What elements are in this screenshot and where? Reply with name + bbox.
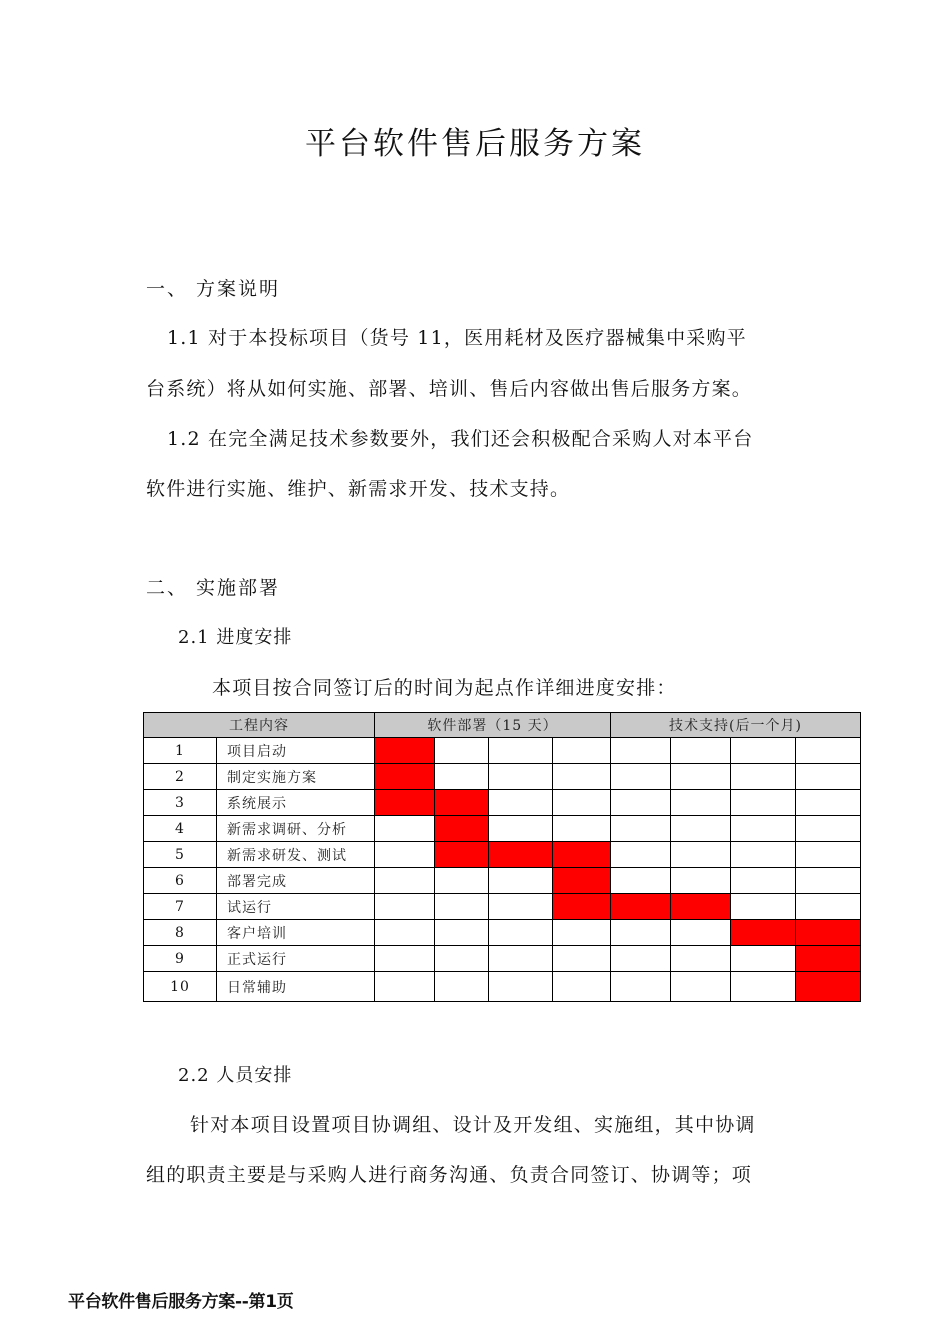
subsection-2-1-heading: 2.1 进度安排 xyxy=(178,627,293,648)
schedule-empty-cell xyxy=(671,946,731,972)
schedule-empty-cell xyxy=(731,894,796,920)
schedule-bar-cell xyxy=(435,816,489,842)
task-name: 系统展示 xyxy=(217,790,375,816)
task-name: 日常辅助 xyxy=(217,972,375,1002)
schedule-empty-cell xyxy=(671,738,731,764)
table-row xyxy=(144,946,861,972)
schedule-empty-cell xyxy=(731,764,796,790)
header-software-deployment: 软件部署（15 天） xyxy=(375,713,611,738)
schedule-bar-cell xyxy=(553,894,611,920)
paragraph-1-2-line-1: 1.2 在完全满足技术参数要外，我们还会积极配合采购人对本平台 xyxy=(167,428,754,450)
schedule-empty-cell xyxy=(435,764,489,790)
schedule-empty-cell xyxy=(796,790,861,816)
row-number: 10 xyxy=(144,972,217,1002)
schedule-empty-cell xyxy=(375,816,435,842)
task-name: 新需求研发、测试 xyxy=(217,842,375,868)
schedule-empty-cell xyxy=(731,946,796,972)
schedule-empty-cell xyxy=(375,868,435,894)
task-name: 新需求调研、分析 xyxy=(217,816,375,842)
row-number: 7 xyxy=(144,894,217,920)
row-number: 6 xyxy=(144,868,217,894)
schedule-empty-cell xyxy=(553,790,611,816)
schedule-empty-cell xyxy=(489,816,553,842)
section-2-heading: 二、 实施部署 xyxy=(146,577,281,599)
schedule-intro: 本项目按合同签订后的时间为起点作详细进度安排： xyxy=(212,677,677,699)
paragraph-1-2-line-2: 软件进行实施、维护、新需求开发、技术支持。 xyxy=(146,478,571,500)
page-footer: 平台软件售后服务方案--第1页 xyxy=(68,1292,294,1312)
schedule-empty-cell xyxy=(796,894,861,920)
table-row xyxy=(144,842,861,868)
table-row xyxy=(144,738,861,764)
schedule-empty-cell xyxy=(553,764,611,790)
schedule-bar-cell xyxy=(489,842,553,868)
schedule-empty-cell xyxy=(435,946,489,972)
schedule-empty-cell xyxy=(375,842,435,868)
schedule-empty-cell xyxy=(671,920,731,946)
table-row xyxy=(144,868,861,894)
schedule-bar-cell xyxy=(796,972,861,1002)
header-work-content: 工程内容 xyxy=(144,713,375,738)
schedule-empty-cell xyxy=(489,738,553,764)
schedule-empty-cell xyxy=(796,816,861,842)
schedule-bar-cell xyxy=(671,894,731,920)
header-technical-support: 技术支持(后一个月) xyxy=(611,713,861,738)
task-name: 客户培训 xyxy=(217,920,375,946)
schedule-empty-cell xyxy=(489,972,553,1002)
schedule-empty-cell xyxy=(489,894,553,920)
schedule-empty-cell xyxy=(435,972,489,1002)
schedule-empty-cell xyxy=(671,790,731,816)
schedule-empty-cell xyxy=(489,764,553,790)
schedule-empty-cell xyxy=(489,920,553,946)
schedule-empty-cell xyxy=(611,764,671,790)
schedule-bar-cell xyxy=(796,920,861,946)
schedule-bar-cell xyxy=(731,920,796,946)
schedule-empty-cell xyxy=(731,842,796,868)
schedule-empty-cell xyxy=(435,894,489,920)
schedule-empty-cell xyxy=(611,842,671,868)
table-row xyxy=(144,764,861,790)
section-1-heading: 一、 方案说明 xyxy=(146,278,281,300)
paragraph-1-1-line-1: 1.1 对于本投标项目（货号 11，医用耗材及医疗器械集中采购平 xyxy=(167,327,747,349)
schedule-empty-cell xyxy=(611,738,671,764)
schedule-empty-cell xyxy=(671,816,731,842)
schedule-empty-cell xyxy=(375,894,435,920)
staffing-paragraph-line-2: 组的职责主要是与采购人进行商务沟通、负责合同签订、协调等；项 xyxy=(146,1164,753,1186)
schedule-bar-cell xyxy=(375,790,435,816)
schedule-empty-cell xyxy=(731,972,796,1002)
task-name: 项目启动 xyxy=(217,738,375,764)
schedule-table-body xyxy=(144,738,861,1002)
table-row xyxy=(144,972,861,1002)
schedule-empty-cell xyxy=(796,868,861,894)
schedule-empty-cell xyxy=(611,790,671,816)
schedule-empty-cell xyxy=(435,920,489,946)
row-number: 2 xyxy=(144,764,217,790)
staffing-paragraph-line-1: 针对本项目设置项目协调组、设计及开发组、实施组，其中协调 xyxy=(190,1114,756,1136)
schedule-bar-cell xyxy=(553,868,611,894)
table-row xyxy=(144,790,861,816)
table-row xyxy=(144,894,861,920)
schedule-empty-cell xyxy=(553,920,611,946)
schedule-empty-cell xyxy=(435,738,489,764)
task-name: 试运行 xyxy=(217,894,375,920)
schedule-empty-cell xyxy=(489,868,553,894)
schedule-empty-cell xyxy=(611,816,671,842)
schedule-empty-cell xyxy=(796,738,861,764)
row-number: 8 xyxy=(144,920,217,946)
schedule-empty-cell xyxy=(553,738,611,764)
schedule-empty-cell xyxy=(796,842,861,868)
schedule-empty-cell xyxy=(435,868,489,894)
schedule-bar-cell xyxy=(435,842,489,868)
task-name: 部署完成 xyxy=(217,868,375,894)
schedule-empty-cell xyxy=(553,946,611,972)
schedule-bar-cell xyxy=(553,842,611,868)
schedule-bar-cell xyxy=(375,738,435,764)
schedule-empty-cell xyxy=(731,790,796,816)
schedule-empty-cell xyxy=(671,868,731,894)
task-name: 制定实施方案 xyxy=(217,764,375,790)
table-row xyxy=(144,816,861,842)
schedule-empty-cell xyxy=(611,868,671,894)
row-number: 4 xyxy=(144,816,217,842)
schedule-empty-cell xyxy=(731,816,796,842)
schedule-empty-cell xyxy=(375,972,435,1002)
page-title: 平台软件售后服务方案 xyxy=(305,126,645,162)
schedule-empty-cell xyxy=(375,946,435,972)
schedule-bar-cell xyxy=(611,894,671,920)
subsection-2-2-heading: 2.2 人员安排 xyxy=(178,1065,293,1086)
schedule-empty-cell xyxy=(611,946,671,972)
schedule-table xyxy=(143,712,861,1002)
schedule-empty-cell xyxy=(671,972,731,1002)
paragraph-1-1-line-2: 台系统）将从如何实施、部署、培训、售后内容做出售后服务方案。 xyxy=(146,378,753,400)
schedule-empty-cell xyxy=(553,972,611,1002)
schedule-empty-cell xyxy=(375,920,435,946)
schedule-empty-cell xyxy=(731,738,796,764)
schedule-empty-cell xyxy=(796,764,861,790)
schedule-empty-cell xyxy=(489,790,553,816)
row-number: 5 xyxy=(144,842,217,868)
schedule-empty-cell xyxy=(731,868,796,894)
schedule-empty-cell xyxy=(671,842,731,868)
schedule-empty-cell xyxy=(671,764,731,790)
row-number: 9 xyxy=(144,946,217,972)
task-name: 正式运行 xyxy=(217,946,375,972)
schedule-bar-cell xyxy=(796,946,861,972)
schedule-bar-cell xyxy=(375,764,435,790)
row-number: 1 xyxy=(144,738,217,764)
schedule-empty-cell xyxy=(611,972,671,1002)
schedule-empty-cell xyxy=(553,816,611,842)
schedule-empty-cell xyxy=(611,920,671,946)
row-number: 3 xyxy=(144,790,217,816)
schedule-empty-cell xyxy=(489,946,553,972)
table-row xyxy=(144,920,861,946)
schedule-bar-cell xyxy=(435,790,489,816)
